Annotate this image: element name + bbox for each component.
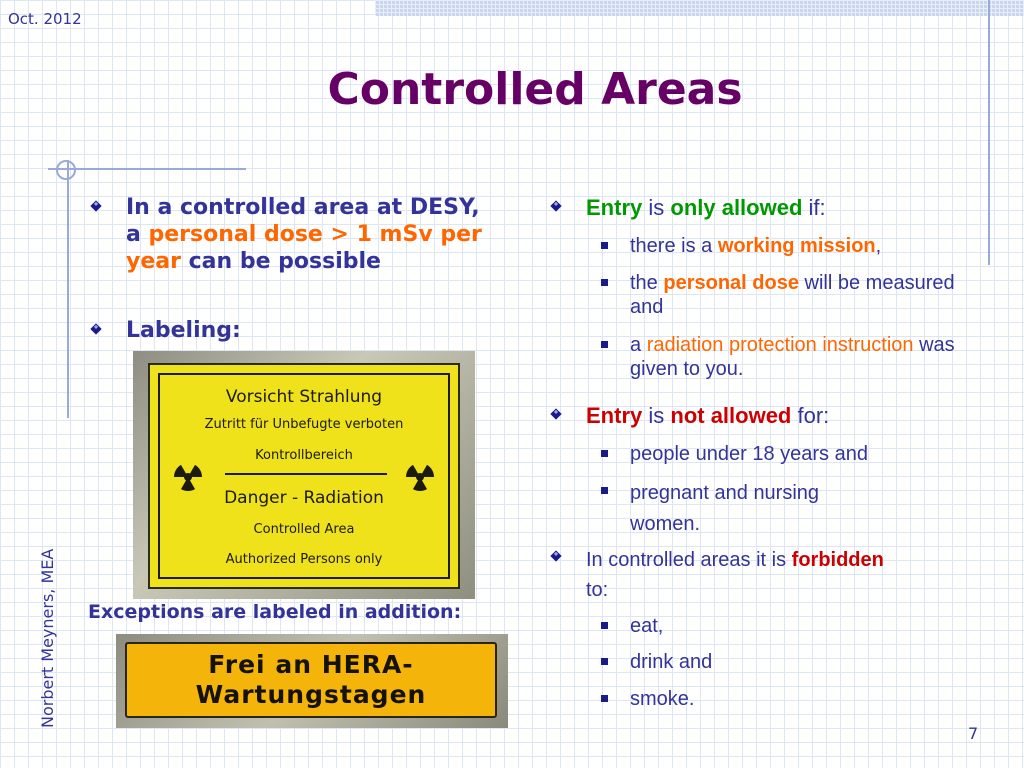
sub-item: people under 18 years and	[630, 443, 868, 465]
bullet-word: to:	[586, 579, 609, 601]
sign-line: Vorsicht Strahlung	[225, 387, 383, 407]
bullet-word: not allowed	[670, 403, 792, 428]
sub-item	[630, 271, 960, 319]
item-text: a	[630, 334, 647, 356]
sign-border	[158, 373, 450, 579]
hera-maintenance-sign	[125, 642, 497, 718]
decor-line-left	[67, 160, 69, 418]
bullet-highlight: personal dose > 1 mSv per year	[126, 222, 482, 274]
sign-divider	[225, 473, 387, 475]
sub-item: eat,	[630, 615, 664, 637]
bullet-word: Entry	[586, 195, 643, 220]
sign-line: Danger - Radiation	[224, 488, 384, 508]
square-bullet-icon	[601, 487, 608, 494]
item-highlight: radiation protection instruction	[646, 334, 914, 356]
square-bullet-icon	[601, 658, 608, 665]
bullet-word: is	[642, 195, 671, 220]
item-text: will be measured and	[630, 272, 955, 318]
sign-line: Kontrollbereich	[255, 448, 353, 463]
diamond-bullet-icon	[550, 550, 561, 561]
sign-line: Authorized Persons only	[225, 552, 383, 567]
item-text: ,	[875, 235, 882, 257]
square-bullet-icon	[601, 341, 608, 348]
author-footer: Norbert Meyners, MEA	[38, 548, 57, 728]
right-bullet-entry-allowed	[586, 195, 826, 221]
sign-line: Controlled Area	[253, 522, 355, 537]
radiation-icon	[168, 457, 208, 497]
slide-title: Controlled Areas	[327, 64, 743, 115]
bullet-word: is	[642, 403, 671, 428]
header-band	[375, 0, 1024, 16]
item-highlight: personal dose	[663, 272, 799, 294]
bullet-text: can be possible	[180, 249, 381, 274]
square-bullet-icon	[601, 279, 608, 286]
radiation-icon	[400, 457, 440, 497]
item-text: was given to you.	[630, 334, 955, 380]
decor-line-horizontal	[48, 168, 246, 170]
bullet-word: if:	[802, 195, 826, 220]
diamond-bullet-icon	[550, 408, 561, 419]
sub-item: pregnant and nursing women.	[630, 482, 820, 535]
bullet-word: only allowed	[670, 195, 803, 220]
bullet-text: In a controlled area at DESY, a	[126, 195, 480, 247]
sub-item: smoke.	[630, 688, 695, 710]
page-number: 7	[968, 724, 979, 743]
slide-date: Oct. 2012	[8, 10, 82, 28]
sub-item: drink and	[630, 651, 713, 673]
bullet-word: for:	[791, 403, 830, 428]
diamond-bullet-icon	[550, 200, 561, 211]
square-bullet-icon	[601, 622, 608, 629]
square-bullet-icon	[601, 450, 608, 457]
decor-circle	[56, 160, 76, 180]
exceptions-caption: Exceptions are labeled in addition:	[88, 601, 462, 623]
item-text: the	[630, 272, 664, 294]
diamond-bullet-icon	[90, 323, 101, 334]
sub-item	[630, 234, 985, 258]
bullet-word: Entry	[586, 403, 643, 428]
sign-line: Wartungstagen	[195, 680, 427, 709]
square-bullet-icon	[601, 695, 608, 702]
left-bullet-1	[126, 194, 486, 275]
diamond-bullet-icon	[90, 200, 101, 211]
bullet-word: forbidden	[791, 549, 884, 571]
bullet-word: In controlled areas it is	[586, 549, 792, 571]
left-bullet-2: Labeling:	[126, 318, 241, 343]
decor-line-right	[988, 0, 990, 265]
sign-line: Frei an HERA-	[208, 650, 414, 679]
item-text: there is a	[630, 235, 718, 257]
right-bullet-entry-not-allowed	[586, 403, 829, 429]
square-bullet-icon	[601, 242, 608, 249]
sub-item	[630, 333, 975, 381]
sign-line: Zutritt für Unbefugte verboten	[204, 417, 404, 432]
right-bullet-forbidden	[586, 545, 886, 605]
radiation-warning-sign	[148, 363, 460, 589]
item-highlight: working mission	[717, 235, 876, 257]
